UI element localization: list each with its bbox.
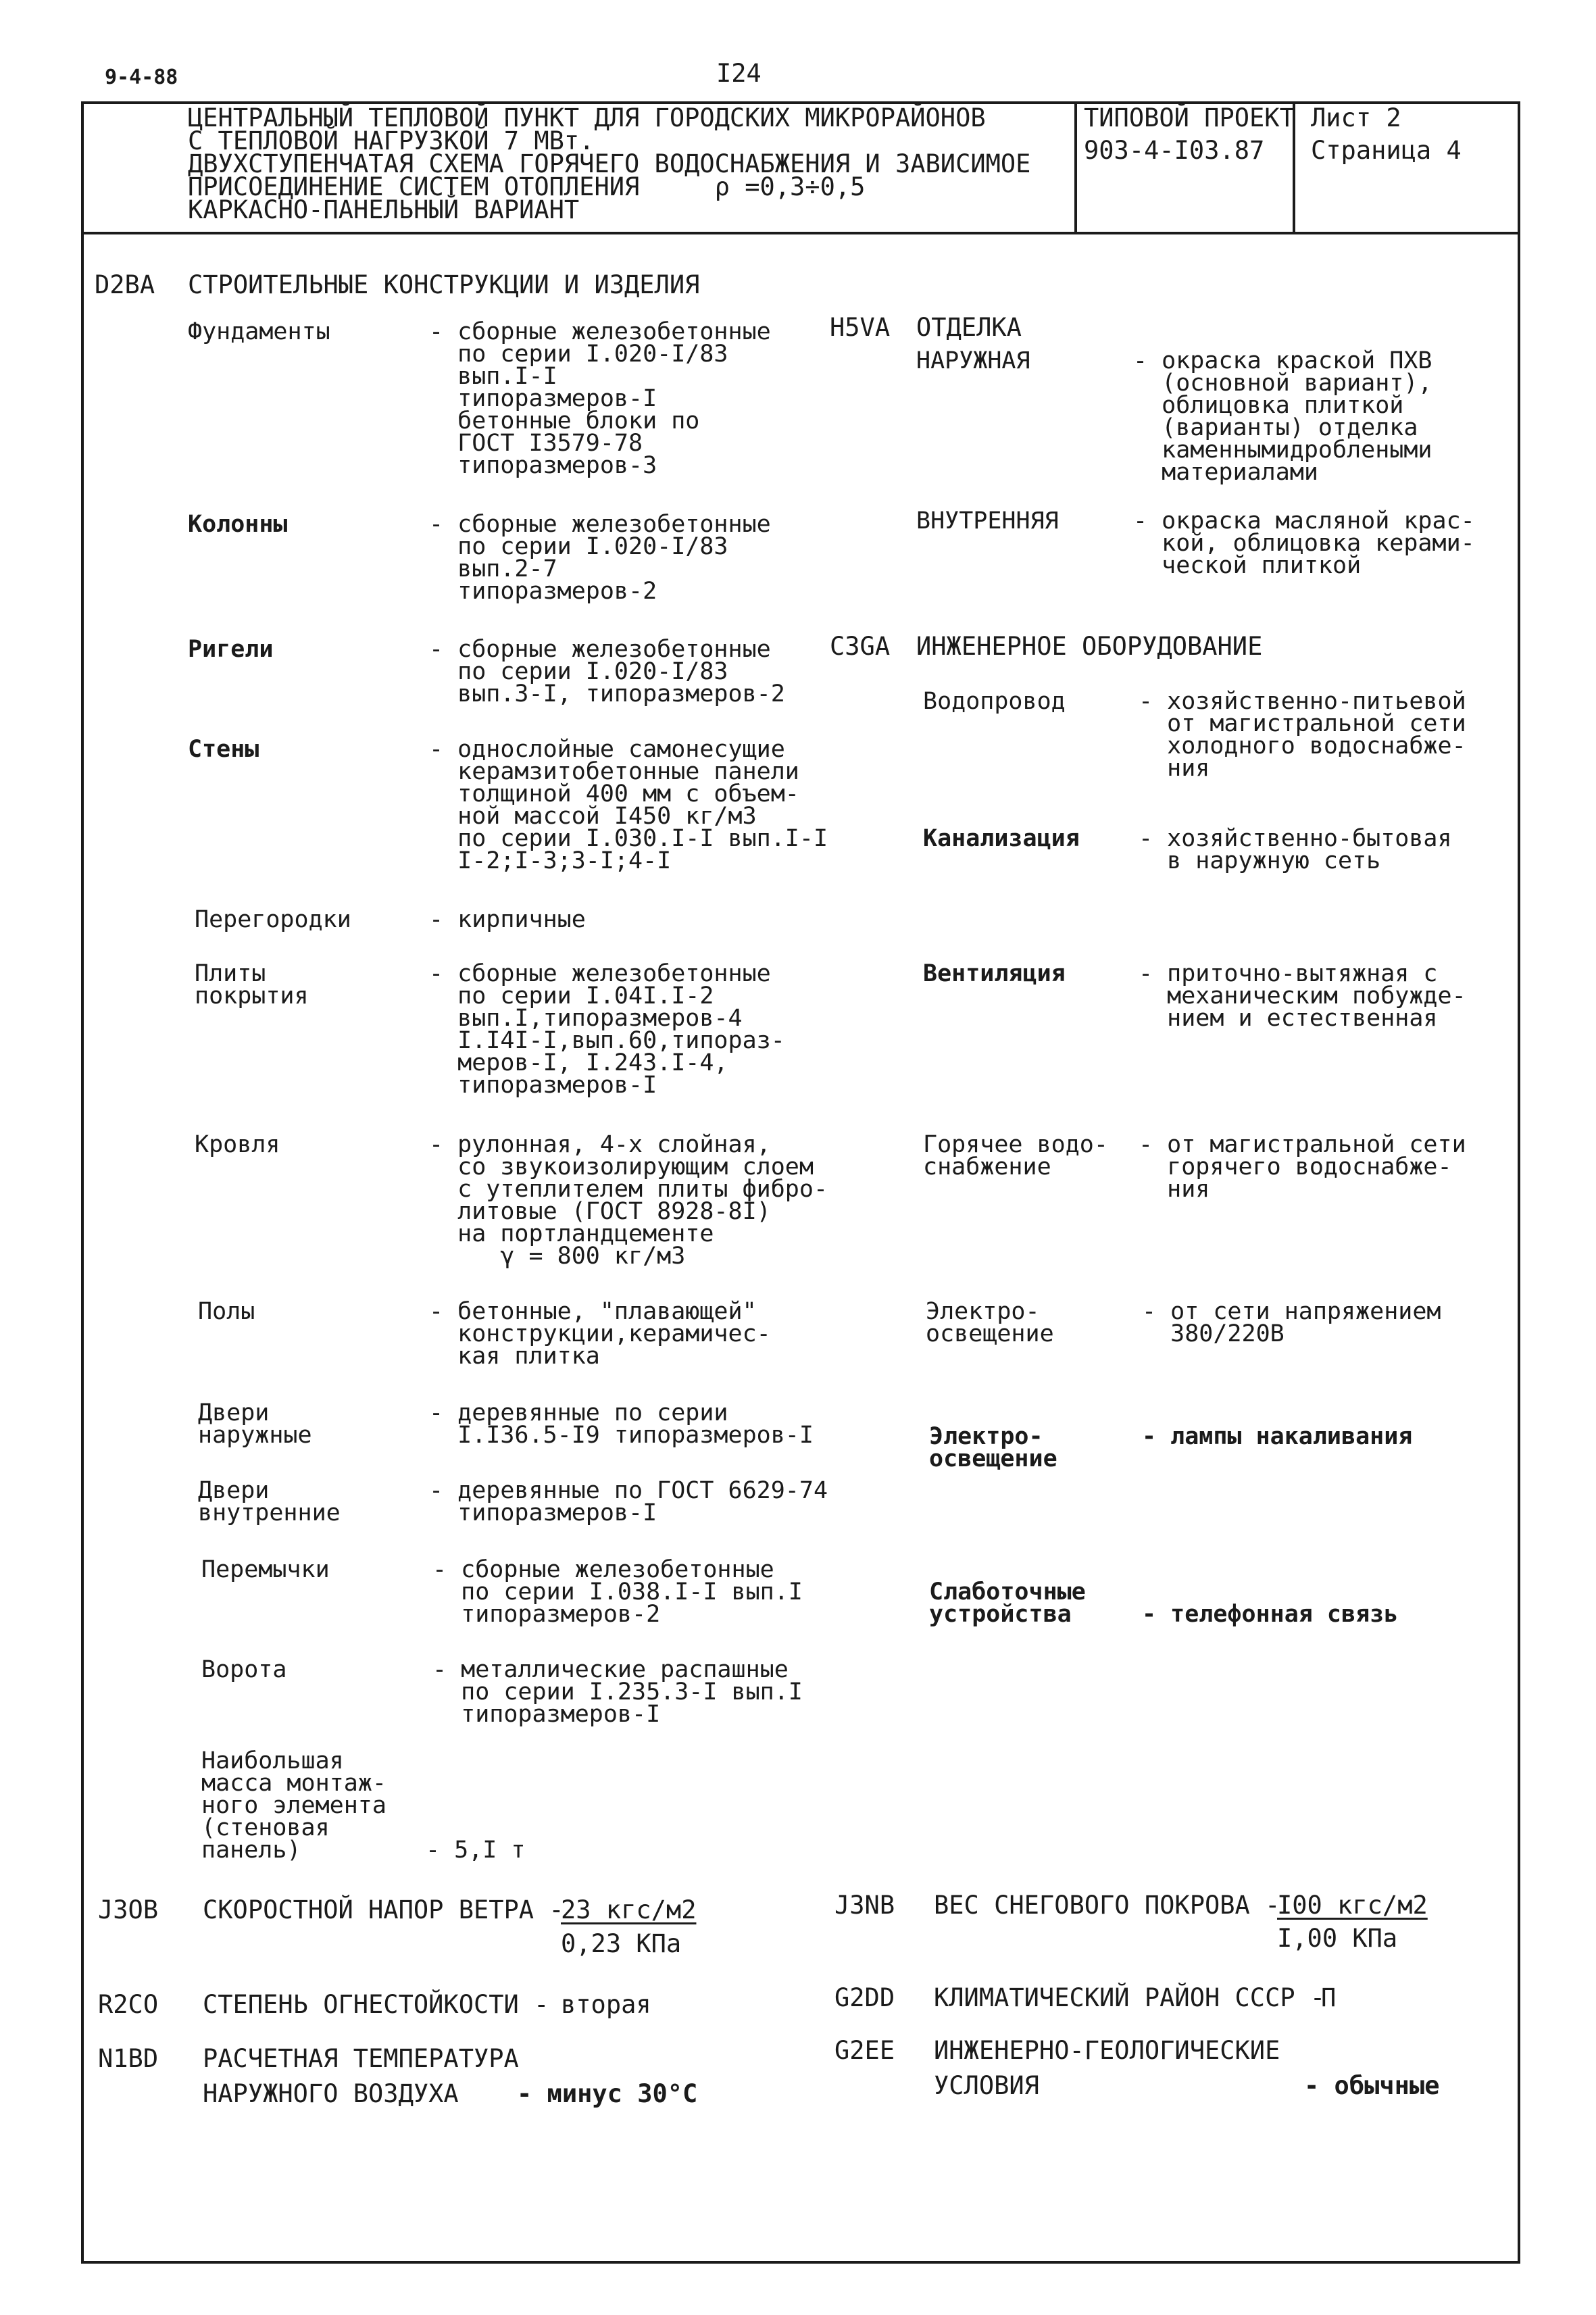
param-label: РАСЧЕТНАЯ ТЕМПЕРАТУРА	[203, 2044, 519, 2073]
param-value: 23 кгс/м2	[561, 1895, 697, 1924]
item-label: Электро- освещение	[929, 1423, 1057, 1472]
param-code: G2DD	[834, 1983, 895, 2012]
title-line: ДВУХСТУПЕНЧАТАЯ СХЕМА ГОРЯЧЕГО ВОДОСНАБЖЕНИЯ И ЗАВИСИМОЕ	[188, 149, 1031, 178]
item-value: - сборные железобетонные по серии I.020-I/83 вып.2-7 типоразмеров-2	[429, 511, 771, 605]
item-value: - окраска краской ПХВ (основной вариант), облицовка плиткой (варианты) отделка каменнымидроблеными материалами	[1133, 347, 1432, 486]
item-value: - металлические распашные по серии I.235.3-I вып.I типоразмеров-I	[432, 1656, 803, 1728]
title-line: ЦЕНТРАЛЬНЫЙ ТЕПЛОВОЙ ПУНКТ ДЛЯ ГОРОДСКИХ МИКРОРАЙОНОВ	[188, 103, 986, 132]
page-label: Страница 4	[1311, 136, 1462, 165]
item-label: Ригели	[188, 636, 274, 663]
param-value: - обычные	[1304, 2071, 1440, 2100]
item-value: - лампы накаливания	[1142, 1423, 1413, 1450]
item-label: Кровля	[195, 1131, 280, 1158]
item-label: Колонны	[188, 511, 288, 538]
item-label: НАРУЖНАЯ	[916, 347, 1030, 374]
item-value: - от сети напряжением 380/220В	[1142, 1298, 1441, 1347]
item-value: - сборные железобетонные по серии I.020-I/83 вып.3-I, типоразмеров-2	[429, 636, 785, 707]
item-label: Двери внутренние	[198, 1477, 341, 1526]
item-value: - от магистральной сети горячего водоснабже- ния	[1139, 1131, 1466, 1203]
item-value: - рулонная, 4-х слойная, со звукоизолирующим слоем с утеплителем плиты фибро- литовые (ГОСТ 8928-8I) на портландцементе γ = 800 кг/м3	[429, 1131, 828, 1270]
item-label: Плиты покрытия	[195, 960, 309, 1010]
param-label: УСЛОВИЯ	[934, 2071, 1039, 2100]
item-label: Ворота	[201, 1656, 287, 1683]
item-value: - кирпичные	[429, 906, 586, 933]
item-label: Слаботочные устройства	[929, 1578, 1086, 1628]
param-label: НАРУЖНОГО ВОЗДУХА	[203, 2079, 459, 2108]
param-label: ВЕС СНЕГОВОГО ПОКРОВА -	[934, 1891, 1280, 1920]
item-value: - окраска масляной крас- кой, облицовка керами- ческой плиткой	[1133, 507, 1475, 579]
param-code: G2EE	[834, 2036, 895, 2065]
item-value: - деревянные по ГОСТ 6629-74 типоразмеров-I	[429, 1477, 828, 1526]
page-number: I24	[716, 59, 762, 88]
param-value: вторая	[561, 1990, 651, 2019]
title-line: С ТЕПЛОВОЙ НАГРУЗКОЙ 7 МВт.	[188, 126, 595, 155]
param-label: ИНЖЕНЕРНО-ГЕОЛОГИЧЕСКИЕ	[934, 2036, 1280, 2065]
param-value-si: I,00 КПа	[1277, 1924, 1398, 1953]
item-value: - бетонные, "плавающей" конструкции,керамичес- кая плитка	[429, 1298, 771, 1370]
param-label: СКОРОСТНОЙ НАПОР ВЕТРА -	[203, 1895, 564, 1924]
param-value: I00 кгс/м2	[1277, 1891, 1428, 1920]
sheet-number: Лист 2	[1311, 103, 1401, 132]
page-code: 9-4-88	[105, 66, 178, 89]
section-code: C3GA	[830, 632, 891, 661]
item-label: Электро- освещение	[926, 1298, 1054, 1347]
section-heading: СТРОИТЕЛЬНЫЕ КОНСТРУКЦИИ И ИЗДЕЛИЯ	[188, 270, 700, 299]
project-label: ТИПОВОЙ ПРОЕКТ	[1084, 103, 1295, 132]
param-value: П	[1321, 1983, 1337, 2012]
title-line: ПРИСОЕДИНЕНИЕ СИСТЕМ ОТОПЛЕНИЯ ρ =0,3÷0,5	[188, 172, 866, 201]
item-value: - телефонная связь	[1142, 1601, 1399, 1628]
param-code: R2CO	[98, 1990, 159, 2019]
section-code: D2BA	[95, 270, 155, 299]
item-label: Полы	[198, 1298, 255, 1325]
item-label: Стены	[188, 736, 259, 763]
title-line: КАРКАСНО-ПАНЕЛЬНЫЙ ВАРИАНТ	[188, 195, 580, 224]
param-code: J3NB	[834, 1891, 895, 1920]
item-label: Вентиляция	[923, 960, 1066, 987]
item-value: - хозяйственно-бытовая в наружную сеть	[1139, 825, 1452, 874]
item-value: - сборные железобетонные по серии I.020-I/83 вып.I-I типоразмеров-I бетонные блоки по ГОСТ I3579-78 типоразмеров-3	[429, 318, 771, 479]
param-code: N1BD	[98, 2044, 159, 2073]
item-value: - 5,I т	[426, 1837, 526, 1864]
item-label: Фундаменты	[188, 318, 330, 345]
section-heading: ИНЖЕНЕРНОЕ ОБОРУДОВАНИЕ	[916, 632, 1263, 661]
item-value: - хозяйственно-питьевой от магистральной сети холодного водоснабже- ния	[1139, 688, 1466, 782]
item-label: Перегородки	[195, 906, 351, 933]
title-block-divider	[81, 232, 1520, 234]
param-value: - минус 30°С	[517, 2079, 698, 2108]
section-code: H5VA	[830, 313, 891, 342]
param-label: СТЕПЕНЬ ОГНЕСТОЙКОСТИ -	[203, 1990, 549, 2019]
item-label: Водопровод	[923, 688, 1066, 715]
item-value: - однослойные самонесущие керамзитобетонные панели толщиной 400 мм с объем- ной массой I450 кг/м3 по серии I.030.I-I вып.I-I I-2;I-3;3-I;4-I	[429, 736, 828, 874]
item-label: Двери наружные	[198, 1399, 312, 1449]
item-value: - деревянные по серии I.I36.5-I9 типоразмеров-I	[429, 1399, 814, 1449]
section-heading: ОТДЕЛКА	[916, 313, 1022, 342]
item-value: - сборные железобетонные по серии I.04I.I-2 вып.I,типоразмеров-4 I.I4I-I,вып.60,типораз- меров-I, I.243.I-4, типоразмеров-I	[429, 960, 785, 1099]
project-number: 903-4-I03.87	[1084, 136, 1265, 165]
param-value-si: 0,23 КПа	[561, 1929, 682, 1958]
param-code: J3OB	[98, 1895, 159, 1924]
item-label: Перемычки	[201, 1556, 330, 1583]
item-label: Наибольшая масса монтаж- ного элемента (стеновая панель)	[201, 1747, 386, 1864]
item-value: - приточно-вытяжная с механическим побужде- нием и естественная	[1139, 960, 1466, 1032]
title-divider-1	[1074, 101, 1077, 233]
param-label: КЛИМАТИЧЕСКИЙ РАЙОН СССР -	[934, 1983, 1326, 2012]
item-label: Канализация	[923, 825, 1080, 852]
item-label: ВНУТРЕННЯЯ	[916, 507, 1059, 534]
item-label: Горячее водо- снабжение	[923, 1131, 1108, 1180]
item-value: - сборные железобетонные по серии I.038.I-I вып.I типоразмеров-2	[432, 1556, 803, 1628]
